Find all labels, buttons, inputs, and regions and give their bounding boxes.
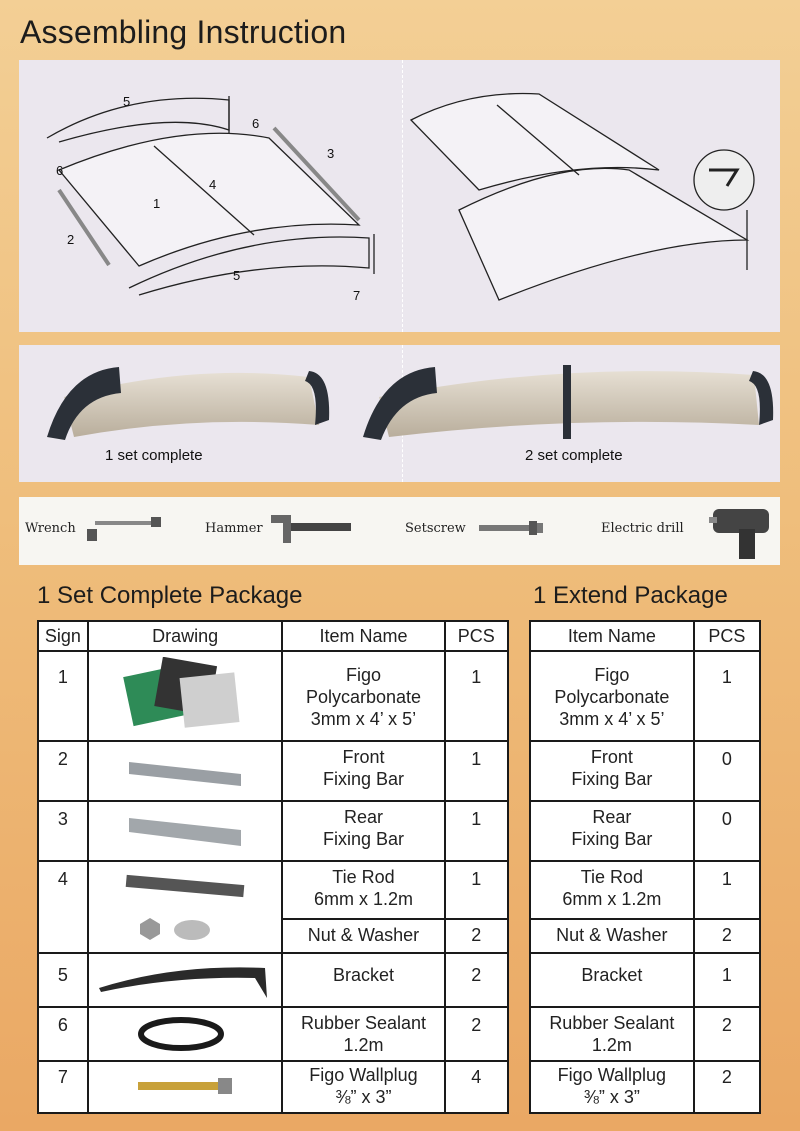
rubber-sealant-image <box>125 1012 245 1056</box>
table-row <box>530 741 760 801</box>
table-row <box>38 651 508 741</box>
table-row <box>530 801 760 861</box>
row-item-name: Nut & Washer <box>307 925 420 945</box>
tool-hammer-label: Hammer <box>205 521 263 536</box>
table-row <box>38 1007 508 1061</box>
wrench-icon <box>85 511 165 545</box>
row-item-name: Front Fixing Bar <box>322 747 404 789</box>
front-fixing-bar-image <box>125 752 245 792</box>
row-pcs: 1 <box>721 869 732 889</box>
table-row <box>38 801 508 861</box>
tool-setscrew-label: Setscrew <box>405 521 466 536</box>
row-item-name: Rubber Sealant 1.2m <box>549 1013 675 1055</box>
row-item-name: Figo Wallplug ⅜” x 3” <box>309 1065 418 1107</box>
row-item-name: Nut & Washer <box>556 925 668 945</box>
main-package-table <box>37 620 509 1114</box>
extend-package-heading: 1 Extend Package <box>533 582 728 609</box>
row-item-name: Bracket <box>332 965 394 985</box>
header-item-name: Item Name <box>530 621 694 651</box>
one-set-caption: 1 set complete <box>105 447 203 464</box>
row-pcs: 2 <box>721 1067 732 1087</box>
row-pcs: 2 <box>471 1015 482 1035</box>
row-sign: 3 <box>57 809 68 829</box>
polycarbonate-sheets-image <box>120 657 250 737</box>
table-row <box>38 741 508 801</box>
row-sign: 2 <box>57 749 68 769</box>
tool-drill-label: Electric drill <box>601 521 684 536</box>
row-pcs: 0 <box>721 809 732 829</box>
row-pcs: 2 <box>721 1015 732 1035</box>
row-pcs: 2 <box>721 925 732 945</box>
header-item-name: Item Name <box>282 621 444 651</box>
table-row <box>530 919 760 953</box>
assembly-diagram <box>19 60 780 332</box>
row-item-name: Rear Fixing Bar <box>571 807 653 849</box>
row-item-name: Figo Polycarbonate 3mm x 4’ x 5’ <box>305 665 422 729</box>
row-item-name: Tie Rod 6mm x 1.2m <box>313 867 413 909</box>
extend-package-table <box>529 620 761 1114</box>
callout-1: 1 <box>153 196 161 211</box>
callout-2: 2 <box>67 232 75 247</box>
callout-7: 7 <box>353 288 361 303</box>
table-header-row <box>530 621 760 651</box>
row-item-name: Tie Rod 6mm x 1.2m <box>562 867 662 909</box>
table-row <box>530 861 760 919</box>
row-item-name: Figo Polycarbonate 3mm x 4’ x 5’ <box>554 665 670 729</box>
table-header-row <box>38 621 508 651</box>
row-item-name: Bracket <box>581 965 643 985</box>
row-sign: 4 <box>57 869 68 889</box>
row-item-name: Figo Wallplug ⅜” x 3” <box>557 1065 667 1107</box>
complete-sets-panel <box>19 345 780 482</box>
row-pcs: 1 <box>471 667 482 687</box>
table-row <box>38 861 508 919</box>
setscrew-icon <box>477 517 547 541</box>
callout-3: 3 <box>327 146 335 161</box>
row-item-name: Rear Fixing Bar <box>322 807 404 849</box>
header-pcs: PCS <box>694 621 760 651</box>
tools-strip <box>19 497 780 565</box>
tool-wrench-label: Wrench <box>25 521 76 536</box>
callout-5-bottom: 5 <box>233 268 241 283</box>
row-pcs: 2 <box>471 925 482 945</box>
callout-6-left: 6 <box>56 163 64 178</box>
header-pcs: PCS <box>445 621 509 651</box>
row-pcs: 1 <box>471 749 482 769</box>
callout-5-top: 5 <box>123 94 131 109</box>
main-package-heading: 1 Set Complete Package <box>37 582 303 609</box>
two-set-caption: 2 set complete <box>525 447 623 464</box>
electric-drill-icon <box>709 499 777 563</box>
bracket-image <box>95 958 275 1002</box>
row-sign: 1 <box>57 667 68 687</box>
row-pcs: 1 <box>721 965 732 985</box>
row-pcs: 4 <box>471 1067 482 1087</box>
row-item-name: Front Fixing Bar <box>571 747 653 789</box>
row-pcs: 1 <box>721 667 732 687</box>
table-row <box>38 953 508 1007</box>
hammer-icon <box>267 509 357 549</box>
table-row <box>530 953 760 1007</box>
table-row <box>530 1007 760 1061</box>
row-sign: 5 <box>57 965 68 985</box>
callout-4: 4 <box>209 177 217 192</box>
header-drawing: Drawing <box>88 621 283 651</box>
rear-fixing-bar-image <box>125 812 245 852</box>
page-title: Assembling Instruction <box>20 14 347 50</box>
table-row <box>530 1061 760 1113</box>
row-item-name: Rubber Sealant 1.2m <box>300 1013 427 1055</box>
table-row <box>38 1061 508 1113</box>
exploded-view-drawing <box>19 60 780 332</box>
callout-6-right: 6 <box>252 116 260 131</box>
row-pcs: 1 <box>471 869 482 889</box>
row-pcs: 1 <box>471 809 482 829</box>
row-pcs: 0 <box>721 749 732 769</box>
header-sign: Sign <box>38 621 88 651</box>
tie-rod-nut-washer-image <box>120 868 250 948</box>
wallplug-image <box>130 1070 240 1104</box>
row-sign: 6 <box>57 1015 68 1035</box>
table-row <box>530 651 760 741</box>
row-sign: 7 <box>57 1067 68 1087</box>
row-pcs: 2 <box>471 965 482 985</box>
